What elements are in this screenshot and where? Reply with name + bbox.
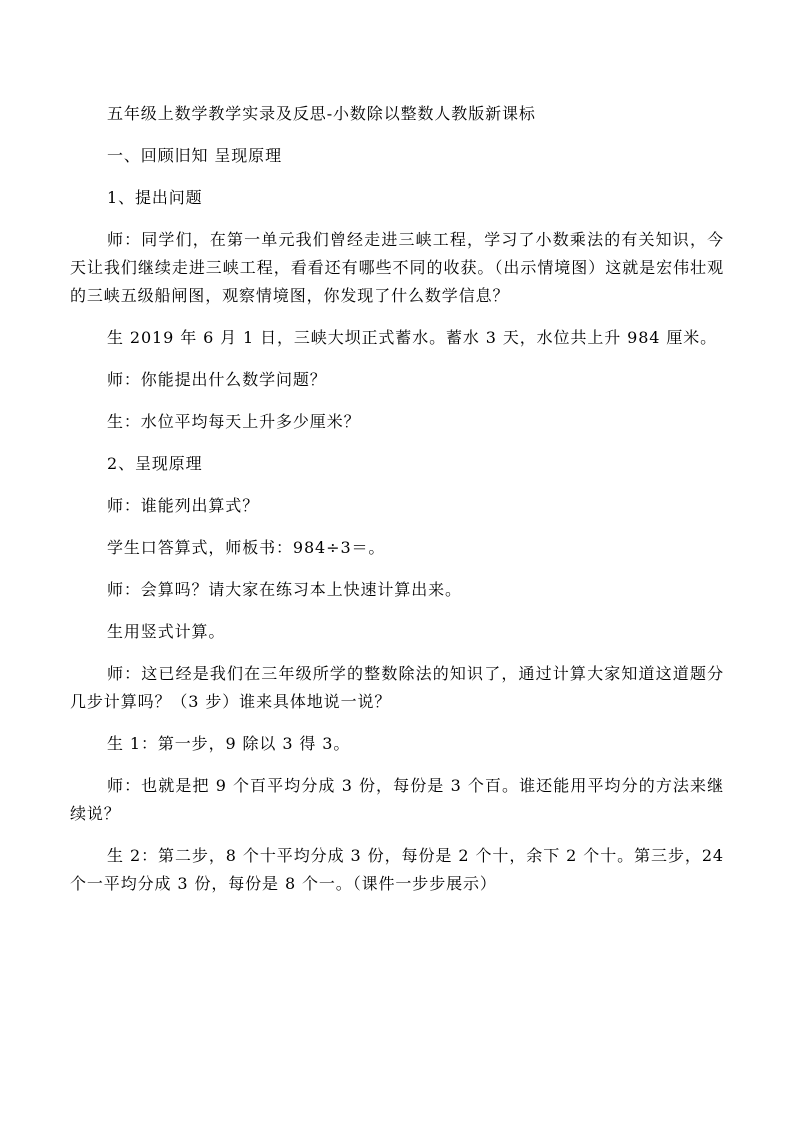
paragraph-teacher-average: 师：也就是把 9 个百平均分成 3 份，每份是 3 个百。谁还能用平均分的方法来继续说？ <box>70 776 724 823</box>
paragraph-student-vertical: 生用竖式计算。 <box>107 622 226 641</box>
document-body <box>70 100 724 912</box>
paragraph-student-formula: 学生口答算式，师板书：984÷3＝。 <box>107 538 386 557</box>
section-heading-review: 一、回顾旧知 呈现原理 <box>107 146 282 165</box>
paragraph-student-1: 生 1：第一步，9 除以 3 得 3。 <box>107 734 351 753</box>
paragraph-student-question: 生：水位平均每天上升多少厘米？ <box>107 412 361 431</box>
subheading-raise-question: 1、提出问题 <box>107 188 203 207</box>
paragraph-student-info: 生 2019 年 6 月 1 日，三峡大坝正式蓄水。蓄水 3 天，水位共上升 984 厘米。 <box>107 328 718 347</box>
paragraph-teacher-steps: 师：这已经是我们在三年级所学的整数除法的知识了，通过计算大家知道这道题分几步计算吗？（3 步）谁来具体地说一说？ <box>70 664 724 711</box>
paragraph-teacher-ask-question: 师：你能提出什么数学问题？ <box>107 370 327 389</box>
paragraph-teacher-calc: 师：会算吗？请大家在练习本上快速计算出来。 <box>107 580 462 599</box>
paragraph-teacher-intro: 师：同学们，在第一单元我们曾经走进三峡工程，学习了小数乘法的有关知识，今天让我们继续走进三峡工程，看看还有哪些不同的收获。（出示情境图）这就是宏伟壮观的三峡五级船闸图，观察情境图，你发现了什么数学信息？ <box>70 230 724 305</box>
paragraph-student-2: 生 2：第二步，8 个十平均分成 3 份，每份是 2 个十，余下 2 个十。第三步，24 个一平均分成 3 份，每份是 8 个一。（课件一步步展示） <box>70 846 724 893</box>
paragraph-teacher-list-formula: 师：谁能列出算式？ <box>107 496 260 515</box>
subheading-present-principle: 2、呈现原理 <box>107 454 203 473</box>
document-title: 五年级上数学教学实录及反思-小数除以整数人教版新课标 <box>107 104 536 123</box>
